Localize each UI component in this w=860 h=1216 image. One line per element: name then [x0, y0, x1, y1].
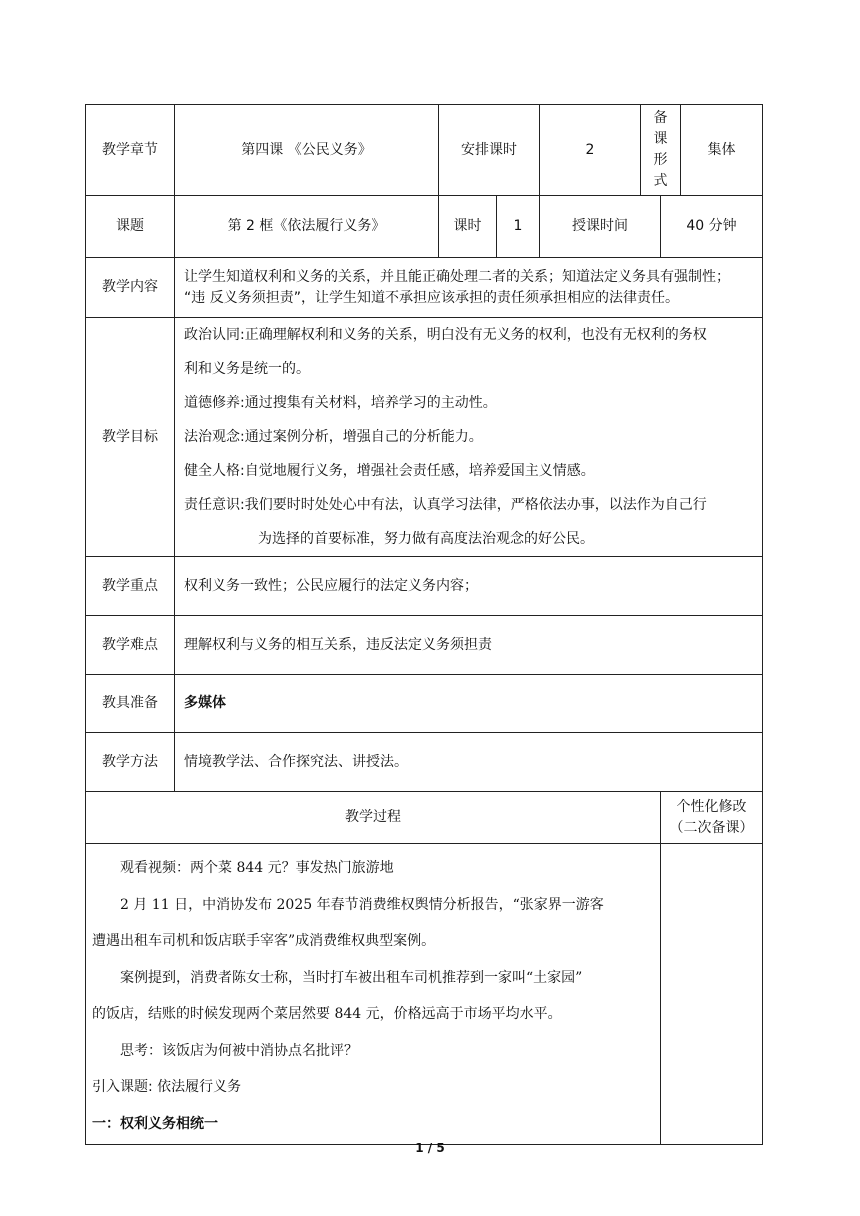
- process-paragraph: 的饭店，结账的时候发现两个菜居然要 844 元，价格远高于市场平均水平。: [92, 1006, 562, 1022]
- prep-char-4: 式: [653, 173, 668, 189]
- tools-row: [86, 675, 763, 733]
- section-heading: 一：权利义务相统一: [92, 1115, 218, 1132]
- content-line-1: 让学生知道权利和义务的关系，并且能正确处理二者的关系；知道法定义务具有强制性；: [184, 268, 730, 285]
- topic-row: [86, 196, 763, 258]
- prep-char-3: 形: [653, 152, 668, 168]
- revision-notes-line-1: 个性化修改: [676, 798, 747, 815]
- content-value: [175, 258, 763, 318]
- content-line-2: “违 反义务须担责”，让学生知道不承担应该承担的责任须承担相应的法律责任。: [184, 289, 679, 306]
- content-label: 教学内容: [86, 258, 175, 318]
- objectives-value: [175, 318, 763, 557]
- objective-line: 法治观念:通过案例分析，增强自己的分析能力。: [184, 429, 483, 445]
- time-label: 授课时间: [540, 196, 661, 258]
- time-value: 40 分钟: [661, 196, 763, 258]
- revision-notes-header: [661, 792, 763, 844]
- method-value: 情境教学法、合作探究法、讲授法。: [175, 733, 763, 792]
- key-points-row: [86, 557, 763, 616]
- difficulties-value: 理解权利与义务的相互关系，违反法定义务须担责: [175, 616, 763, 675]
- process-header-row: [86, 792, 763, 844]
- key-points-label: 教学重点: [86, 557, 175, 616]
- objective-line: 健全人格:自觉地履行义务，增强社会责任感，培养爱国主义情感。: [184, 463, 595, 479]
- objective-line: 道德修养:通过搜集有关材料，培养学习的主动性。: [184, 395, 497, 411]
- process-body-row: [86, 844, 763, 1145]
- difficulties-label: 教学难点: [86, 616, 175, 675]
- prep-form-label: [641, 105, 681, 196]
- chapter-label: 教学章节: [86, 105, 175, 196]
- period-value: 1: [497, 196, 540, 258]
- objectives-label: 教学目标: [86, 318, 175, 557]
- chapter-value: 第四课 《公民义务》: [175, 105, 439, 196]
- objective-line: 为选择的首要标准，努力做有高度法治观念的好公民。: [258, 531, 594, 547]
- objective-line: 政治认同:正确理解权利和义务的关系，明白没有无义务的权利，也没有无权利的务权: [184, 327, 707, 343]
- revision-notes-cell: [661, 844, 763, 1145]
- topic-value: 第 2 框《依法履行义务》: [175, 196, 439, 258]
- prep-char-1: 备: [653, 110, 668, 126]
- objectives-row: [86, 318, 763, 557]
- tools-label: 教具准备: [86, 675, 175, 733]
- process-content: [86, 844, 661, 1145]
- method-row: [86, 733, 763, 792]
- revision-notes-line-2: （二次备课）: [669, 819, 754, 836]
- process-paragraph: 引入课题: 依法履行义务: [92, 1079, 242, 1095]
- tools-value: 多媒体: [175, 675, 763, 733]
- objective-line: 利和义务是统一的。: [184, 361, 310, 377]
- content-row: [86, 258, 763, 318]
- difficulties-row: [86, 616, 763, 675]
- hours-label: 安排课时: [439, 105, 540, 196]
- key-points-value: 权利义务一致性；公民应履行的法定义务内容；: [175, 557, 763, 616]
- objective-line: 责任意识:我们要时时处处心中有法，认真学习法律，严格依法办事，以法作为自己行: [184, 497, 707, 513]
- prep-char-2: 课: [653, 131, 668, 147]
- hours-value: 2: [540, 105, 641, 196]
- page-number: 1 / 5: [415, 1141, 445, 1155]
- process-label: 教学过程: [86, 792, 661, 844]
- process-paragraph: 案例提到，消费者陈女士称，当时打车被出租车司机推荐到一家叫“土家园”: [120, 969, 583, 986]
- header-row: [86, 105, 763, 196]
- topic-label: 课题: [86, 196, 175, 258]
- process-paragraph: 2 月 11 日，中消协发布 2025 年春节消费维权舆情分析报告，“张家界一游客: [120, 896, 604, 913]
- process-paragraph: 遭遇出租车司机和饭店联手宰客”成消费维权典型案例。: [92, 933, 436, 949]
- process-paragraph: 思考：该饭店为何被中消协点名批评？: [120, 1042, 358, 1059]
- process-paragraph: 观看视频：两个菜 844 元？事发热门旅游地: [120, 860, 394, 876]
- period-label: 课时: [439, 196, 497, 258]
- lesson-plan-table: [85, 104, 763, 1145]
- method-label: 教学方法: [86, 733, 175, 792]
- prep-form-value: 集体: [681, 105, 763, 196]
